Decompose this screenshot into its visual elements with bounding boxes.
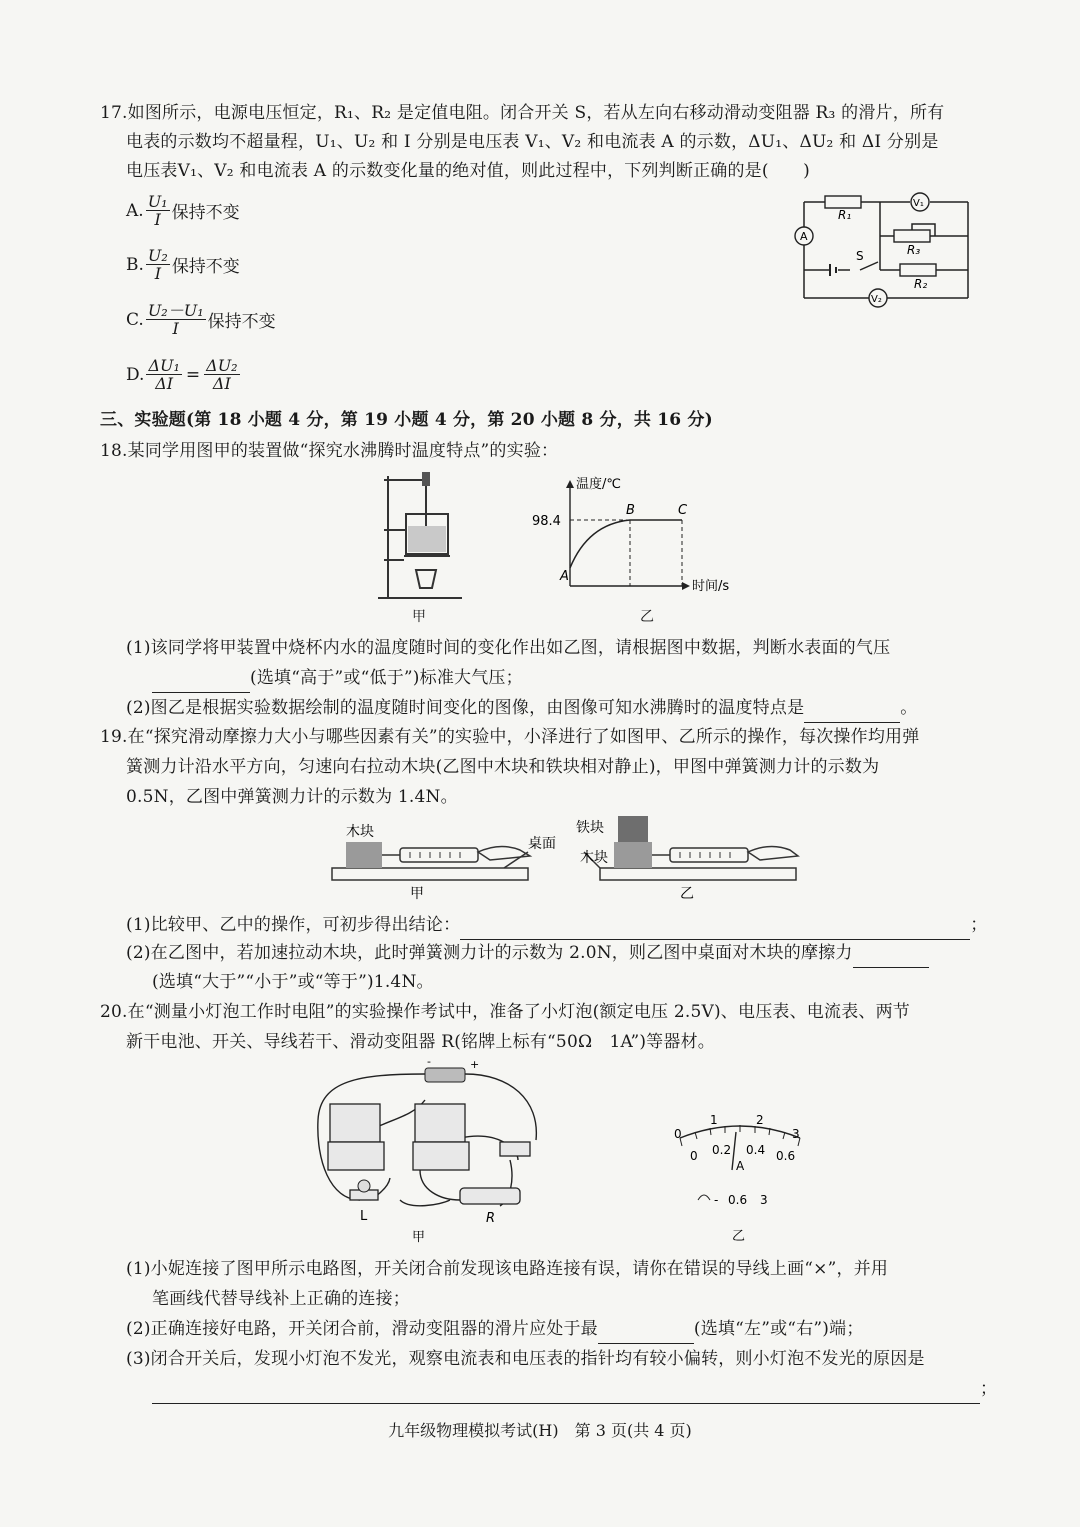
point-a-label: A [560, 569, 569, 584]
q20-part1-line2: 笔画线代替导线补上正确的连接； [152, 1289, 410, 1309]
q20-part2: (2)正确连接好电路，开关闭合前，滑动变阻器的滑片应处于最 (选填“左”或“右”)端； [126, 1314, 864, 1344]
r1-label: R₁ [838, 208, 852, 222]
wood-label-jia: 木块 [346, 824, 374, 840]
r2-label: R₂ [914, 277, 928, 291]
r3-label: R₃ [907, 243, 921, 257]
q19-friction-figure [330, 812, 800, 902]
q18-figure-jia-caption: 甲 [412, 609, 426, 625]
q20-circuit-figure [300, 1060, 560, 1245]
y-tick-98.4: 98.4 [532, 514, 561, 529]
q20-line1: 20.在“测量小灯泡工作时电阻”的实验操作考试中，准备了小灯泡(额定电压 2.5V)、电压表、电流表、两节 [100, 1002, 910, 1022]
q17-option-b: B. $\frac{\text{U₂}}{I}$ 保持不变 [126, 246, 240, 283]
q17-line1: 17.如图所示，电源电压恒定，R₁、R₂ 是定值电阻。闭合开关 S，若从左向右移动滑动变阻器 R₃ 的滑片，所有 [100, 103, 945, 123]
q18-part1-line1: (1)该同学将甲装置中烧杯内水的温度随时间的变化作出如乙图，请根据图中数据，判断水表面的气压 [126, 638, 891, 658]
terminal-06: 0.6 [728, 1193, 748, 1207]
dial-top-2: 2 [756, 1113, 764, 1127]
v2-label: V₂ [871, 294, 882, 305]
fraction: $\frac{\text{U₂－U₁}}{I}$ [147, 301, 204, 338]
x-axis-label: 时间/s [692, 579, 730, 594]
q19-part2-line1: (2)在乙图中，若加速拉动木块，此时弹簧测力计的示数为 2.0N，则乙图中桌面对木块的摩擦力 [126, 938, 929, 968]
q19-line3: 0.5N，乙图中弹簧测力计的示数为 1.4N。 [126, 787, 458, 807]
switch-label: S [856, 249, 864, 263]
section-3-heading: 三、实验题(第 18 小题 4 分，第 19 小题 4 分，第 20 小题 8 分，共 16 分) [100, 410, 713, 430]
q17-circuit-diagram [790, 188, 980, 308]
q19-caption-yi: 乙 [680, 886, 694, 902]
q20-part3-answer: ； [152, 1374, 997, 1404]
q19-part1: (1)比较甲、乙中的操作，可初步得出结论： ； [126, 910, 987, 940]
fraction: $\frac{\text{U₁}}{I}$ [147, 192, 168, 229]
y-axis-label: 温度/℃ [576, 477, 621, 492]
q18-apparatus-figure [370, 470, 470, 610]
q19-part2-line2: (选填“大于”“小于”或“等于”)1.4N。 [152, 972, 434, 992]
q18-part1-line2: (选填“高于”或“低于”)标准大气压； [152, 663, 523, 693]
y-axis-arrow [566, 480, 574, 488]
fraction: $\frac{\text{U₂}}{I}$ [147, 246, 168, 283]
terminal-3: 3 [760, 1193, 768, 1207]
page-footer: 九年级物理模拟考试(H) 第 3 页(共 4 页) [388, 1421, 692, 1440]
q19-line2: 簧测力计沿水平方向，匀速向右拉动木块(乙图中木块和铁块相对静止)，甲图中弹簧测力计的示数为 [126, 757, 880, 777]
heating-curve [570, 520, 630, 568]
x-axis-arrow [682, 582, 690, 590]
dial-bottom-3: 0.6 [776, 1149, 796, 1163]
dial-top-0: 0 [674, 1127, 682, 1141]
q17-option-a: A. $\frac{\text{U₁}}{I}$ 保持不变 [126, 192, 240, 229]
q19-caption-jia: 甲 [410, 886, 424, 902]
q18-part2: (2)图乙是根据实验数据绘制的温度随时间变化的图像，由图像可知水沸腾时的温度特点是 。 [126, 693, 917, 723]
rheostat-label: R [486, 1211, 496, 1226]
wood-label-yi: 木块 [580, 850, 608, 866]
point-c-label: C [678, 503, 688, 518]
q17-line3: 电压表V₁、V₂ 和电流表 A 的示数变化量的绝对值，则此过程中，下列判断正确的是( ) [126, 161, 810, 181]
q18-temperature-chart [530, 468, 750, 618]
q18-stem: 18.某同学用图甲的装置做“探究水沸腾时温度特点”的实验： [100, 441, 559, 461]
table-label: 桌面 [528, 836, 556, 852]
point-b-label: B [626, 503, 635, 518]
dial-bottom-2: 0.4 [746, 1143, 766, 1157]
q20-part3: (3)闭合开关后，发现小灯泡不发光，观察电流表和电压表的指针均有较小偏转，则小灯泡不发光的原因是 [126, 1349, 925, 1369]
lamp-label: L [360, 1209, 368, 1224]
q19-line1: 19.在“探究滑动摩擦力大小与哪些因素有关”的实验中，小泽进行了如图甲、乙所示的操作，每次操作均用弹 [100, 727, 920, 747]
q20-part1-line1: (1)小妮连接了图甲所示电路图，开关闭合前发现该电路连接有误，请你在错误的导线上画“×”，并用 [126, 1259, 889, 1279]
fraction: $\frac{\text{ΔU₂}}{\Delta I}$ [206, 356, 238, 393]
battery-minus: - [427, 1060, 431, 1068]
dial-unit: A [736, 1159, 745, 1173]
dial-bottom-1: 0.2 [712, 1143, 732, 1157]
q20-line2: 新干电池、开关、导线若干、滑动变阻器 R(铭牌上标有“50Ω 1A”)等器材。 [126, 1032, 715, 1052]
fraction: $\frac{\text{ΔU₁}}{\Delta I}$ [148, 356, 180, 393]
dial-bottom-0: 0 [690, 1149, 698, 1163]
q19-blank-2[interactable] [853, 967, 929, 968]
iron-label: 铁块 [576, 820, 604, 836]
q20-ammeter-dial [670, 1108, 810, 1246]
q17-option-d: D. $\frac{\text{ΔU₁}}{\Delta I}$ = $\frac{\text{ΔU₂}}{\Delta I}$ [126, 356, 238, 393]
ammeter-label: A [800, 230, 808, 243]
dial-top-3: 3 [792, 1127, 800, 1141]
dial-top-1: 1 [710, 1113, 718, 1127]
q17-line2: 电表的示数均不超量程，U₁、U₂ 和 I 分别是电压表 V₁、V₂ 和电流表 A 的示数，ΔU₁、ΔU₂ 和 ΔI 分别是 [126, 132, 939, 152]
v1-label: V₁ [913, 198, 924, 209]
q20-blank-3[interactable] [152, 1403, 980, 1404]
battery-plus: + [470, 1060, 480, 1071]
q18-figure-yi-caption: 乙 [640, 609, 654, 625]
q20-caption-yi: 乙 [732, 1229, 746, 1244]
q17-option-c: C. $\frac{\text{U₂－U₁}}{I}$ 保持不变 [126, 301, 276, 338]
q20-caption-jia: 甲 [412, 1230, 426, 1245]
terminal-minus: - [714, 1193, 719, 1207]
